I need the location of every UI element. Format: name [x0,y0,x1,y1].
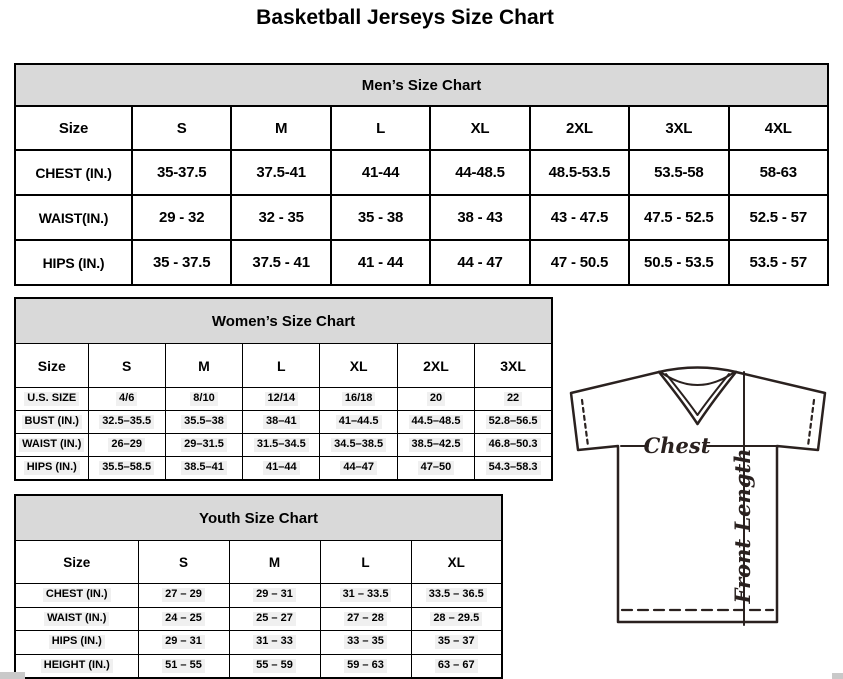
size-header-cell: L [243,344,320,388]
page-fragment-right [832,673,843,679]
page-title: Basketball Jerseys Size Chart [256,6,554,29]
value-cell [138,584,229,608]
table-row [15,631,502,655]
value-cell: 44-48.5 [430,150,529,195]
row-label-cell [15,457,88,481]
value-text: 31 – 33.5 [340,588,392,602]
value-text: 25 – 27 [253,612,296,626]
value-text: 27 – 29 [162,588,205,602]
value-text: 44.5–48.5 [409,415,464,429]
page-fragment-left [0,672,25,679]
value-cell [165,434,242,457]
value-text: 33 – 35 [344,635,387,649]
value-cell [320,631,411,655]
value-cell [411,607,502,631]
size-corner-header: Size [15,541,138,584]
value-text: 41–44 [263,461,300,475]
size-header-cell: S [138,541,229,584]
value-text: 31.5–34.5 [254,438,309,452]
size-header-cell: S [132,106,231,150]
value-text: 27 – 28 [344,612,387,626]
value-cell [229,631,320,655]
value-cell [243,457,320,481]
value-text: 54.3–58.3 [486,461,541,475]
size-header-cell: L [320,541,411,584]
value-cell [88,388,165,411]
value-text: 38.5–41 [181,461,227,475]
value-text: 24 – 25 [162,612,205,626]
row-label-cell [15,434,88,457]
value-cell: 37.5-41 [231,150,330,195]
size-header-cell: XL [430,106,529,150]
table-row [15,195,828,240]
table-row [15,388,552,411]
value-text: 8/10 [190,392,217,406]
value-cell: 47.5 - 52.5 [629,195,728,240]
value-text: 29 – 31 [162,635,205,649]
size-header-cell: S [88,344,165,388]
value-cell: 47 - 50.5 [530,240,629,285]
row-label-text: HIPS (IN.) [24,461,80,475]
womens-size-table [14,297,553,481]
chest-label: Chest [643,433,711,458]
value-text: 41–44.5 [336,415,382,429]
row-label-cell [15,631,138,655]
value-cell [397,388,474,411]
value-cell: 32 - 35 [231,195,330,240]
value-cell [243,434,320,457]
value-text: 38.5–42.5 [409,438,464,452]
value-cell [320,388,397,411]
row-label-cell [15,388,88,411]
value-text: 59 – 63 [344,659,387,673]
value-text: 51 – 55 [162,659,205,673]
value-cell: 50.5 - 53.5 [629,240,728,285]
value-cell: 48.5-53.5 [530,150,629,195]
value-cell: 35 - 37.5 [132,240,231,285]
value-cell: 35-37.5 [132,150,231,195]
value-text: 52.8–56.5 [486,415,541,429]
value-cell [475,434,552,457]
value-cell [411,654,502,678]
value-cell [229,584,320,608]
mens-table-title: Men’s Size Chart [15,64,828,106]
size-header-cell: M [229,541,320,584]
value-cell [320,457,397,481]
size-header-cell: 4XL [729,106,828,150]
value-cell: 43 - 47.5 [530,195,629,240]
value-text: 34.5–38.5 [331,438,386,452]
row-label-cell [15,411,88,434]
value-text: 16/18 [342,392,376,406]
value-text: 38–41 [263,415,300,429]
row-label-text: BUST (IN.) [22,415,82,429]
jersey-labels [644,433,755,604]
row-label-cell [15,584,138,608]
value-text: 31 – 33 [253,635,296,649]
jersey-body-outline [571,372,825,622]
value-text: 44–47 [340,461,377,475]
value-text: 28 – 29.5 [430,612,482,626]
value-cell [397,434,474,457]
jersey-measurement-diagram-icon [555,358,843,638]
jersey-outline [571,368,825,626]
size-corner-header: Size [15,344,88,388]
value-cell: 41-44 [331,150,430,195]
womens-table-title: Women’s Size Chart [15,298,552,344]
youth-table-title: Youth Size Chart [15,495,502,541]
value-text: 26–29 [108,438,145,452]
table-title-row [15,64,828,106]
table-row [15,240,828,285]
value-cell [165,411,242,434]
value-text: 12/14 [265,392,299,406]
value-text: 33.5 – 36.5 [426,588,487,602]
row-label-cell [15,607,138,631]
value-text: 35.5–38 [181,415,227,429]
value-text: 55 – 59 [253,659,296,673]
size-header-cell: M [231,106,330,150]
row-label-cell: HIPS (IN.) [15,240,132,285]
row-label-text: WAIST (IN.) [19,438,84,452]
row-label-cell [15,654,138,678]
table-title-row [15,298,552,344]
size-header-cell: L [331,106,430,150]
table-row [15,654,502,678]
value-cell [475,457,552,481]
row-label-text: WAIST (IN.) [44,612,109,626]
value-cell [243,388,320,411]
size-corner-header: Size [15,106,132,150]
value-cell [165,388,242,411]
size-header-cell: 2XL [397,344,474,388]
collar-top-edge [659,368,736,373]
value-cell [229,654,320,678]
value-cell [397,457,474,481]
value-cell [397,411,474,434]
value-cell [411,584,502,608]
right-sleeve-dashed-line [808,400,814,446]
value-cell [320,584,411,608]
value-cell: 52.5 - 57 [729,195,828,240]
value-cell: 38 - 43 [430,195,529,240]
value-text: 4/6 [116,392,137,406]
size-header-cell: XL [411,541,502,584]
value-text: 46.8–50.3 [486,438,541,452]
value-cell: 53.5-58 [629,150,728,195]
value-text: 22 [504,392,522,406]
table-title-row [15,495,502,541]
value-cell [165,457,242,481]
value-text: 20 [427,392,445,406]
value-cell [320,434,397,457]
value-text: 29 – 31 [253,588,296,602]
value-cell: 53.5 - 57 [729,240,828,285]
row-label-text: HIPS (IN.) [49,635,105,649]
row-label-text: U.S. SIZE [24,392,79,406]
value-cell [243,411,320,434]
table-row [15,607,502,631]
value-cell: 29 - 32 [132,195,231,240]
mens-size-table [14,63,829,286]
size-header-cell: 3XL [475,344,552,388]
table-row [15,434,552,457]
value-cell: 41 - 44 [331,240,430,285]
youth-size-table [14,494,503,679]
row-label-text: CHEST (IN.) [43,588,111,602]
size-header-cell: M [165,344,242,388]
value-cell [475,388,552,411]
value-cell [411,631,502,655]
size-header-row [15,541,502,584]
value-cell: 58-63 [729,150,828,195]
size-header-row [15,344,552,388]
size-header-cell: XL [320,344,397,388]
table-row [15,584,502,608]
value-text: 35.5–58.5 [99,461,154,475]
table-row [15,150,828,195]
value-text: 32.5–35.5 [99,415,154,429]
value-cell [229,607,320,631]
value-cell: 35 - 38 [331,195,430,240]
value-cell: 37.5 - 41 [231,240,330,285]
size-header-cell: 3XL [629,106,728,150]
value-cell: 44 - 47 [430,240,529,285]
value-text: 47–50 [418,461,455,475]
value-text: 63 – 67 [435,659,478,673]
size-header-cell: 2XL [530,106,629,150]
row-label-cell: CHEST (IN.) [15,150,132,195]
table-row [15,411,552,434]
value-cell [138,607,229,631]
value-cell [138,631,229,655]
front-length-label: Front Length [730,448,755,604]
left-sleeve-dashed-line [582,400,588,446]
table-row [15,457,552,481]
size-header-row [15,106,828,150]
value-cell [88,434,165,457]
value-cell [88,411,165,434]
value-cell [320,607,411,631]
value-text: 35 – 37 [435,635,478,649]
value-cell [138,654,229,678]
row-label-cell: WAIST(IN.) [15,195,132,240]
value-cell [475,411,552,434]
value-cell [88,457,165,481]
row-label-text: HEIGHT (IN.) [41,659,113,673]
value-cell [320,411,397,434]
value-text: 29–31.5 [181,438,227,452]
value-cell [320,654,411,678]
